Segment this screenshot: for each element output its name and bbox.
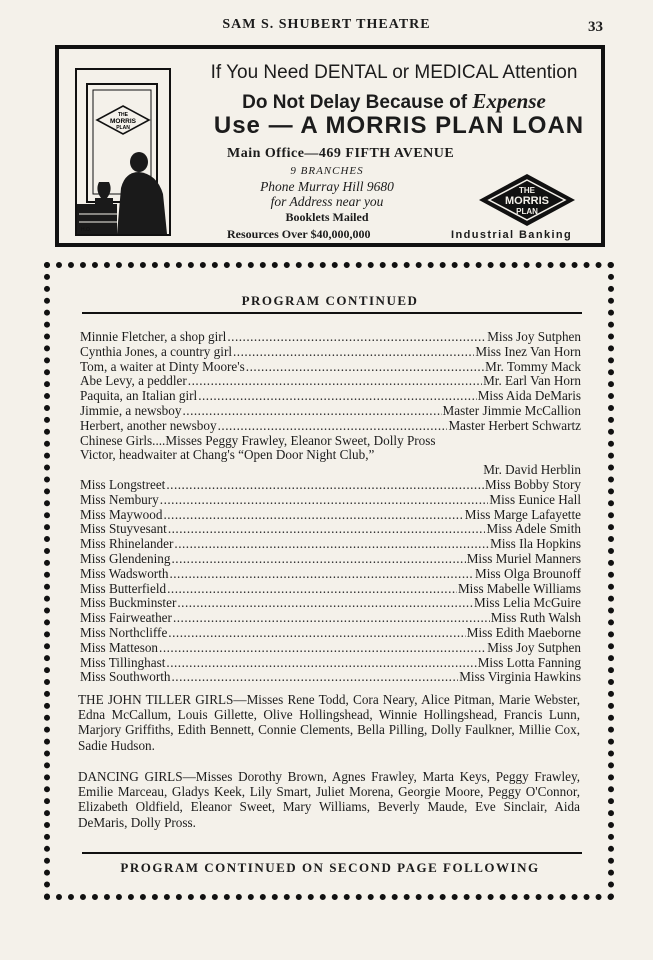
cast-actor: Miss Ila Hopkins (490, 536, 581, 552)
cast-row (80, 389, 581, 404)
figure-body (117, 172, 167, 234)
cast-actor: Miss Ruth Walsh (490, 610, 581, 626)
cast-role: Miss Southworth (80, 669, 171, 685)
morris-plan-seal (477, 172, 577, 233)
figure-head (130, 152, 148, 172)
leader-dots (167, 582, 457, 597)
seal-text-morris: MORRIS (505, 195, 549, 207)
cast-role: Miss Tillinghast (80, 654, 166, 670)
cast-role: Miss Stuyvesant (80, 521, 167, 537)
cast-row (80, 493, 581, 508)
cast-actor: Master Jimmie McCallion (442, 402, 581, 418)
ad-illustration (75, 68, 171, 236)
cast-role: Miss Rhinelander (80, 536, 174, 552)
cast-actor: Miss Aida DeMaris (477, 388, 581, 404)
cast-role: Miss Nembury (80, 491, 159, 507)
leader-dots (166, 478, 484, 493)
cast-role: Jimmie, a newsboy (80, 402, 182, 418)
cast-row (80, 670, 581, 685)
ad-main-office: Main Office—469 FIFTH AVENUE (227, 146, 455, 161)
leader-dots (166, 656, 476, 671)
ad-industrial-banking: Industrial Banking (451, 229, 573, 241)
cast-role: Miss Buckminster (80, 595, 177, 611)
leader-dots (168, 626, 465, 641)
leader-dots (159, 641, 486, 656)
leader-dots (218, 419, 448, 434)
vase (97, 182, 110, 198)
cast-row (80, 611, 581, 626)
ad-subheadline-text: Do Not Delay Because of (242, 92, 473, 113)
leader-dots (163, 508, 463, 523)
tiller-girls-paragraph: THE JOHN TILLER GIRLS—Misses Rene Todd, Cora Neary, Alice Pitman, Marie Webster, Edna McCallum, Louis Gillette, Olive Hollingshead, Winnie Hollingshead, Francis Lunn, Marjory Griffiths, Edith Bennett, Connie Clements, Bella Pilling, Dolly Faulkner, Millie Cox, Sadie Hudson. (78, 692, 580, 753)
ad-phone: Phone Murray Hill 9680 (260, 179, 394, 194)
leader-dots (246, 360, 484, 375)
cast-role: Miss Fairweather (80, 610, 172, 626)
cast-actor: Miss Eunice Hall (489, 491, 581, 507)
seal-text-plan: PLAN (516, 207, 538, 216)
cast-row (80, 345, 581, 360)
seal-text-the: THE (519, 186, 535, 195)
cast-role: Miss Glendening (80, 550, 171, 566)
cast-row (80, 552, 581, 567)
ad-headline: If You Need DENTAL or MEDICAL Attention (210, 62, 578, 83)
dancing-girls-paragraph: DANCING GIRLS—Misses Dorothy Brown, Agnes Frawley, Marta Keys, Peggy Frawley, Emilie Marceau, Gladys Keek, Lily Smart, Juliet Morena, Georgie Moore, Peggy O'Connor, Elizabeth Oldfield, Eleanor Sweet, Mary Williams, Beverly Maude, Eve Sinclair, Aida DeMaris, Dolly Pross. (78, 769, 580, 830)
morris-plan-logo-icon (477, 172, 577, 228)
ad-subheadline-emphasis: Expense (472, 89, 546, 113)
cast-actor: Miss Marge Lafayette (464, 506, 581, 522)
cast-actor: Mr. Earl Van Horn (483, 373, 581, 389)
leader-dots (173, 611, 490, 626)
ad-branches: 9 BRANCHES (290, 165, 364, 177)
cast-misses-group (80, 478, 581, 685)
leader-dots (182, 404, 441, 419)
cast-role: Tom, a waiter at Dinty Moore's (80, 358, 245, 374)
leader-dots (198, 389, 477, 404)
leader-dots (171, 552, 465, 567)
victor-role-line: Victor, headwaiter at Chang's “Open Door Night Club,” (80, 447, 375, 463)
cast-actor: Miss Lotta Fanning (477, 654, 581, 670)
cast-row (80, 522, 581, 537)
leader-dots (227, 330, 486, 345)
cast-role: Miss Maywood (80, 506, 163, 522)
cast-actor: Miss Edith Maeborne (466, 624, 581, 640)
theatre-name: SAM S. SHUBERT THEATRE (222, 17, 431, 32)
cast-role: Miss Longstreet (80, 476, 166, 492)
cast-actor: Miss Muriel Manners (466, 550, 581, 566)
cast-row (80, 626, 581, 641)
leader-dots (174, 537, 489, 552)
sign-text-the: THE (118, 112, 128, 118)
victor-actor-line: Mr. David Herblin (483, 462, 581, 478)
heading-rule (82, 312, 582, 314)
cast-row (80, 537, 581, 552)
cast-row (80, 404, 581, 419)
sign-text-plan: PLAN (116, 125, 130, 131)
program-heading: PROGRAM CONTINUED (241, 293, 419, 308)
cast-row (80, 508, 581, 523)
cast-list (80, 330, 581, 685)
cast-role: Miss Butterfield (80, 580, 167, 596)
cast-row (80, 419, 581, 434)
leader-dots (172, 670, 459, 685)
footer-rule (82, 852, 582, 854)
leader-dots (233, 345, 474, 360)
artist-initials: H.O. (81, 227, 92, 233)
cast-role: Herbert, another newsboy (80, 417, 217, 433)
cast-actor: Master Herbert Schwartz (448, 417, 581, 433)
cast-row (80, 582, 581, 597)
cast-actor: Miss Mabelle Williams (457, 580, 581, 596)
cast-row (80, 360, 581, 375)
cast-role: Miss Matteson (80, 639, 159, 655)
cast-role: Minnie Fletcher, a shop girl (80, 329, 227, 344)
leader-dots (168, 522, 486, 537)
cast-row (80, 374, 581, 389)
cast-role: Paquita, an Italian girl (80, 388, 198, 404)
chinese-girls-line: Chinese Girls....Misses Peggy Frawley, Eleanor Sweet, Dolly Pross (80, 432, 436, 448)
leader-dots (177, 596, 473, 611)
cast-actor: Miss Olga Brounoff (475, 565, 581, 581)
cast-actor: Miss Adele Smith (486, 521, 581, 537)
leader-dots (188, 374, 482, 389)
page-number: 33 (588, 19, 603, 35)
cast-actor: Miss Bobby Story (485, 476, 581, 492)
program-continued-note: PROGRAM CONTINUED ON SECOND PAGE FOLLOWING (120, 860, 540, 875)
vase-base (95, 198, 113, 204)
cast-row (80, 478, 581, 493)
cast-actor: Miss Lelia McGuire (474, 595, 581, 611)
cast-row (80, 596, 581, 611)
cast-role: Abe Levy, a peddler (80, 373, 187, 389)
cast-actor: Miss Virginia Hawkins (459, 669, 581, 685)
ad-address: for Address near you (270, 194, 384, 209)
leader-dots (160, 493, 489, 508)
ad-main-slogan: Use — A MORRIS PLAN LOAN (213, 112, 585, 139)
cast-actor: Miss Joy Sutphen (487, 329, 581, 344)
cast-role: Miss Wadsworth (80, 565, 169, 581)
sign-text-morris: MORRIS (110, 118, 136, 125)
cast-actor: Miss Inez Van Horn (475, 343, 581, 359)
waiting-room-illustration (77, 70, 169, 234)
cast-row (80, 567, 581, 582)
cast-actor: Mr. Tommy Mack (485, 358, 581, 374)
cast-row (80, 330, 581, 345)
page-header (0, 17, 653, 39)
cast-top-group (80, 330, 581, 434)
ad-subheadline (199, 89, 589, 114)
cast-actor: Miss Joy Sutphen (487, 639, 581, 655)
cast-role: Cynthia Jones, a country girl (80, 343, 232, 359)
ad-resources: Resources Over $40,000,000 (227, 227, 371, 241)
cast-role: Miss Northcliffe (80, 624, 168, 640)
leader-dots (169, 567, 474, 582)
cast-row (80, 641, 581, 656)
morris-plan-advertisement (55, 45, 605, 247)
cast-row (80, 656, 581, 671)
ad-booklets: Booklets Mailed (285, 210, 369, 224)
